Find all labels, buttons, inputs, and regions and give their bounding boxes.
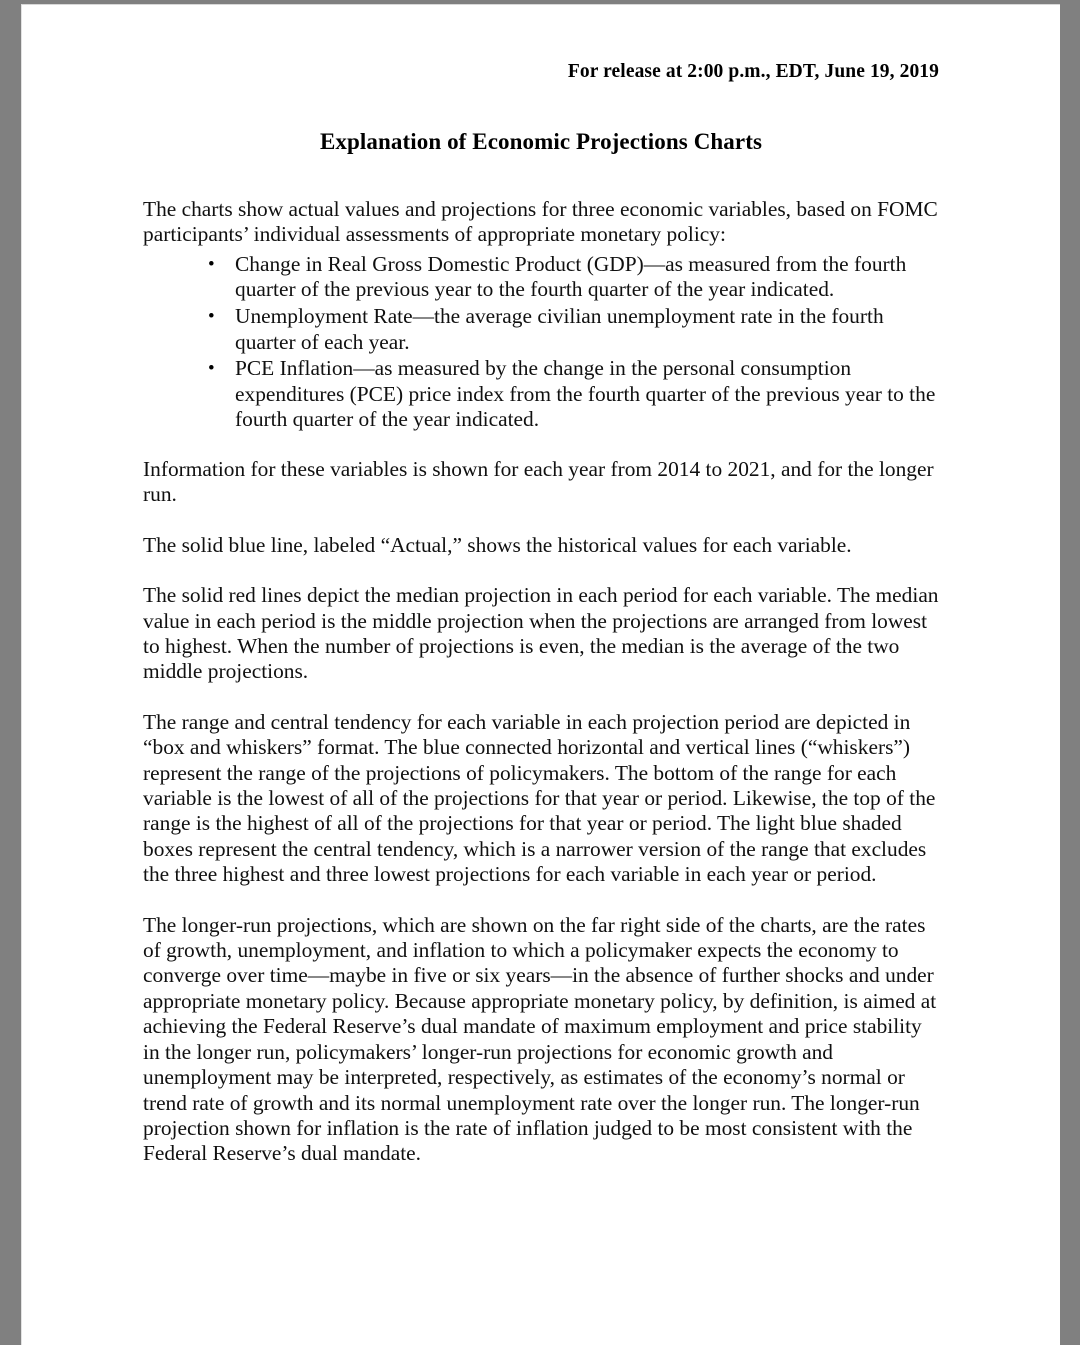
variables-list — [143, 252, 939, 433]
bullet-icon: • — [208, 253, 215, 275]
list-item-text: Change in Real Gross Domestic Product (GDP)—as measured from the fourth quarter of the previous year to the fourth quarter of the year indicated. — [235, 251, 907, 302]
release-datetime-line: For release at 2:00 p.m., EDT, June 19, 2019 — [567, 61, 939, 82]
bullet-icon: • — [208, 358, 215, 380]
intro-paragraph: The charts show actual values and projections for three economic variables, based on FOMC participants’ individual assessments of appropriate monetary policy: — [143, 197, 938, 247]
paragraph-blue-line: The solid blue line, labeled “Actual,” shows the historical values for each variable. — [143, 532, 852, 557]
bullet-icon: • — [208, 306, 215, 327]
list-item-unemployment — [143, 304, 939, 355]
document-page — [21, 4, 1060, 1345]
list-item-pce-inflation — [143, 356, 939, 433]
document-content — [143, 61, 939, 1192]
page-title: Explanation of Economic Projections Charts — [319, 129, 763, 154]
list-item-text: Unemployment Rate—the average civilian unemployment rate in the fourth quarter of each year. — [235, 304, 884, 354]
paragraph-red-lines: The solid red lines depict the median projection in each period for each variable. The median value in each period is the middle projection when the projections are arranged from lowest to highest. When the number of projections is even, the median is the average of the two middle projections. — [143, 583, 939, 684]
paragraph-information-years: Information for these variables is shown for each year from 2014 to 2021, and for the longer run. — [143, 456, 934, 507]
list-item-text: PCE Inflation—as measured by the change in the personal consumption expenditures (PCE) price index from the fourth quarter of the previous year to the fourth quarter of the year indicated. — [235, 356, 936, 432]
paragraph-box-and-whiskers: The range and central tendency for each variable in each projection period are depicted in “box and whiskers” format. The blue connected horizontal and vertical lines (“whiskers”) represent the range of the projections of policymakers. The bottom of the range for each variable is the lowest of all of the projections for that year or period. Likewise, the top of the range is the highest of all of the projections for that year or period. The light blue shaded boxes represent the central tendency, which is a narrower version of the range that excludes the three highest and three lowest projections for each variable in each year or period. — [143, 709, 936, 887]
list-item-gdp — [143, 252, 939, 303]
paragraph-longer-run: The longer-run projections, which are shown on the far right side of the charts, are the rates of growth, unemployment, and inflation to which a policymaker expects the economy to converge over time—maybe in five or six years—in the absence of further shocks and under appropriate monetary policy. Because appropriate monetary policy, by definition, is aimed at achieving the Federal Reserve’s dual mandate of maximum employment and price stability in the longer run, policymakers’ longer-run projections for economic growth and unemployment may be interpreted, respectively, as estimates of the economy’s normal or trend rate of growth and its normal unemployment rate over the longer run. The longer-run projection shown for inflation is the rate of inflation judged to be most consistent with the Federal Reserve’s dual mandate. — [143, 912, 937, 1166]
